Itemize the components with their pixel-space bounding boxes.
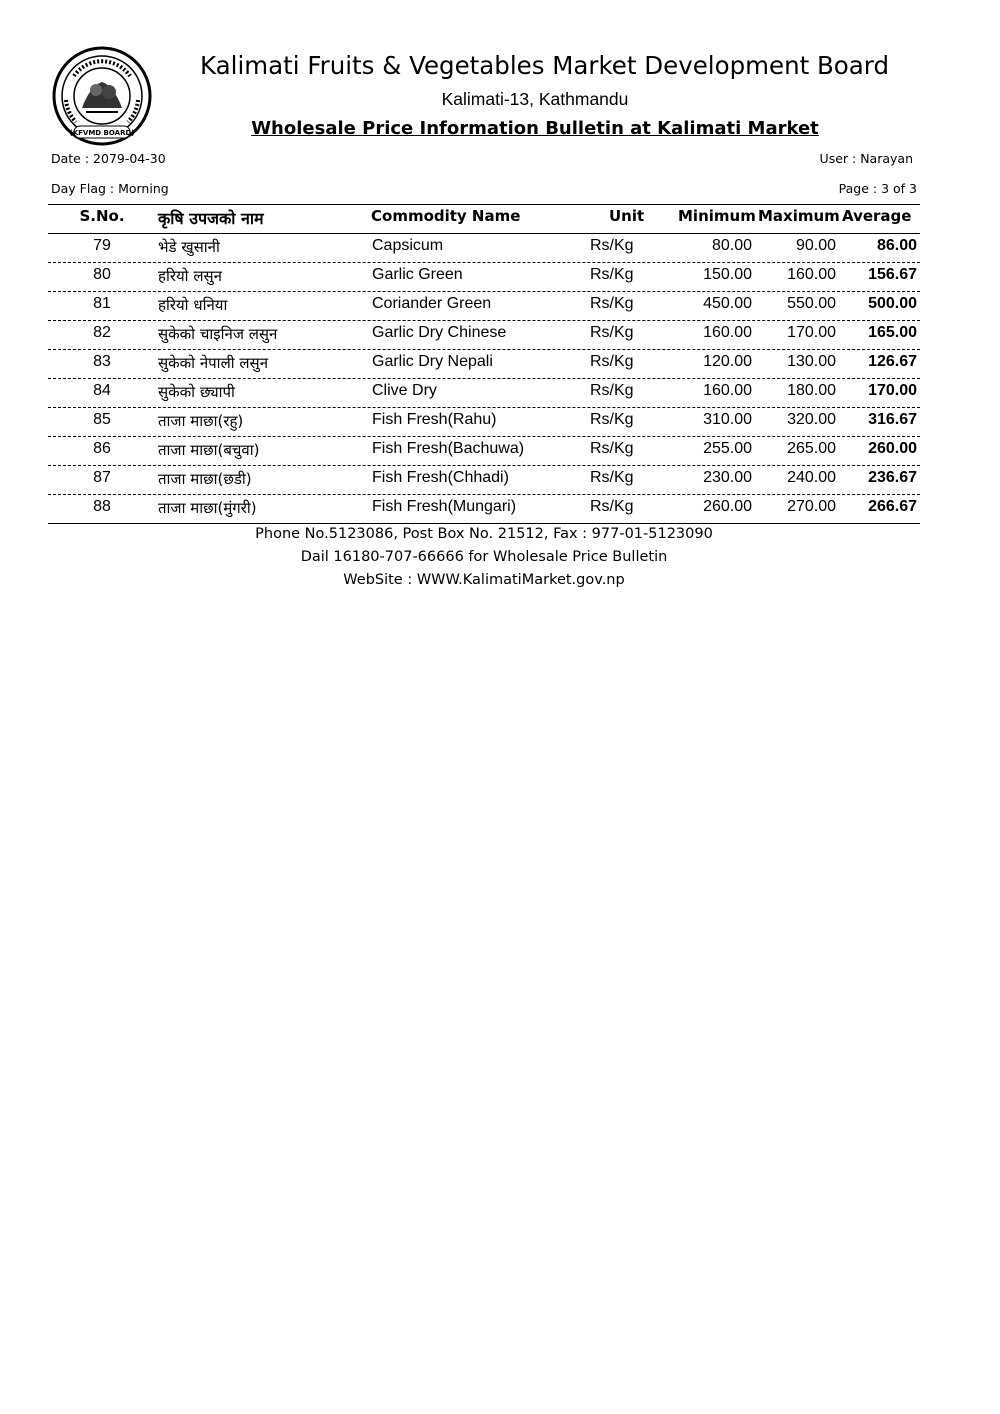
cell-sn: 88	[93, 498, 111, 515]
cell-commodity: Coriander Green	[372, 295, 492, 312]
table-row	[0, 378, 1000, 407]
footer-website: WebSite : WWW.KalimatiMarket.gov.np	[343, 572, 625, 588]
cell-np-name: सुकेको चाइनिज लसुन	[158, 325, 278, 343]
cell-commodity: Garlic Green	[372, 266, 463, 283]
col-header-sn: S.No.	[79, 207, 125, 225]
cell-sn: 86	[93, 440, 111, 457]
cell-np-name: हरियो लसुन	[158, 267, 222, 285]
org-name: Kalimati Fruits & Vegetables Market Development Board	[200, 51, 890, 80]
cell-max: 550.00	[787, 295, 836, 312]
cell-np-name: ताजा माछा(रहु)	[158, 412, 244, 430]
table-row	[0, 320, 1000, 349]
col-header-min: Minimum	[678, 207, 756, 225]
cell-unit: Rs/Kg	[590, 469, 634, 486]
cell-max: 265.00	[787, 440, 836, 457]
table-top-rule	[48, 204, 920, 205]
cell-max: 160.00	[787, 266, 836, 283]
cell-unit: Rs/Kg	[590, 382, 634, 399]
cell-np-name: ताजा माछा(छडी)	[158, 470, 252, 488]
footer-dial: Dail 16180-707-66666 for Wholesale Price Bulletin	[300, 549, 668, 565]
cell-unit: Rs/Kg	[590, 353, 634, 370]
day-flag: Day Flag : Morning	[51, 181, 169, 196]
cell-min: 310.00	[703, 411, 752, 428]
cell-sn: 84	[93, 382, 111, 399]
cell-avg: 86.00	[876, 237, 917, 254]
bulletin-title: Wholesale Price Information Bulletin at Kalimati Market	[251, 118, 819, 139]
cell-avg: 316.67	[868, 411, 917, 428]
cell-np-name: सुकेको नेपाली लसुन	[158, 354, 269, 372]
board-logo-seal	[52, 46, 152, 146]
cell-avg: 156.67	[868, 266, 917, 283]
table-row	[0, 291, 1000, 320]
cell-min: 160.00	[703, 324, 752, 341]
table-row	[0, 494, 1000, 523]
cell-commodity: Capsicum	[372, 237, 444, 254]
cell-avg: 266.67	[868, 498, 917, 515]
cell-unit: Rs/Kg	[590, 295, 634, 312]
cell-np-name: सुकेको छ्यापी	[158, 383, 235, 401]
cell-avg: 500.00	[868, 295, 917, 312]
col-header-commodity: Commodity Name	[371, 207, 521, 225]
cell-commodity: Garlic Dry Nepali	[372, 353, 493, 370]
cell-unit: Rs/Kg	[590, 411, 634, 428]
cell-unit: Rs/Kg	[590, 237, 634, 254]
cell-min: 230.00	[703, 469, 752, 486]
cell-min: 150.00	[703, 266, 752, 283]
cell-avg: 165.00	[868, 324, 917, 341]
logo-text: (KFVMD BOARD)	[69, 129, 135, 137]
cell-unit: Rs/Kg	[590, 266, 634, 283]
cell-unit: Rs/Kg	[590, 440, 634, 457]
report-user: User : Narayan	[819, 151, 913, 166]
cell-min: 255.00	[703, 440, 752, 457]
cell-commodity: Garlic Dry Chinese	[372, 324, 507, 341]
table-row	[0, 407, 1000, 436]
cell-min: 260.00	[703, 498, 752, 515]
cell-commodity: Clive Dry	[372, 382, 437, 399]
page-indicator: Page : 3 of 3	[838, 181, 917, 196]
col-header-unit: Unit	[609, 207, 645, 225]
cell-avg: 236.67	[868, 469, 917, 486]
cell-unit: Rs/Kg	[590, 324, 634, 341]
cell-np-name: भेडे खुसानी	[158, 238, 220, 256]
cell-sn: 81	[93, 295, 111, 312]
cell-max: 270.00	[787, 498, 836, 515]
cell-min: 450.00	[703, 295, 752, 312]
cell-max: 180.00	[787, 382, 836, 399]
table-row	[0, 465, 1000, 494]
cell-max: 170.00	[787, 324, 836, 341]
cell-commodity: Fish Fresh(Bachuwa)	[372, 440, 525, 457]
footer-phone: Phone No.5123086, Post Box No. 21512, Fax : 977-01-5123090	[255, 526, 713, 542]
cell-min: 160.00	[703, 382, 752, 399]
col-header-max: Maximum	[758, 207, 840, 225]
cell-min: 120.00	[703, 353, 752, 370]
report-date: Date : 2079-04-30	[51, 151, 166, 166]
cell-avg: 170.00	[868, 382, 917, 399]
cell-sn: 80	[93, 266, 111, 283]
table-row	[0, 262, 1000, 291]
cell-np-name: ताजा माछा(मुंगरी)	[158, 499, 257, 517]
cell-sn: 87	[93, 469, 111, 486]
table-row	[0, 349, 1000, 378]
cell-unit: Rs/Kg	[590, 498, 634, 515]
col-header-avg: Average	[842, 207, 912, 225]
table-bottom-rule	[48, 523, 920, 524]
cell-np-name: ताजा माछा(बचुवा)	[158, 441, 260, 459]
cell-avg: 126.67	[868, 353, 917, 370]
cell-min: 80.00	[711, 237, 752, 254]
cell-max: 320.00	[787, 411, 836, 428]
cell-avg: 260.00	[868, 440, 917, 457]
cell-max: 240.00	[787, 469, 836, 486]
col-header-np-name: कृषि उपजको नाम	[158, 209, 264, 228]
cell-max: 90.00	[795, 237, 836, 254]
cell-sn: 79	[93, 237, 111, 254]
cell-commodity: Fish Fresh(Mungari)	[372, 498, 517, 515]
cell-sn: 83	[93, 353, 111, 370]
cell-commodity: Fish Fresh(Chhadi)	[372, 469, 509, 486]
cell-sn: 85	[93, 411, 111, 428]
org-address: Kalimati-13, Kathmandu	[441, 89, 629, 109]
table-row	[0, 436, 1000, 465]
cell-max: 130.00	[787, 353, 836, 370]
table-row	[0, 233, 1000, 262]
cell-commodity: Fish Fresh(Rahu)	[372, 411, 497, 428]
cell-np-name: हरियो धनिया	[158, 296, 228, 314]
cell-sn: 82	[93, 324, 111, 341]
